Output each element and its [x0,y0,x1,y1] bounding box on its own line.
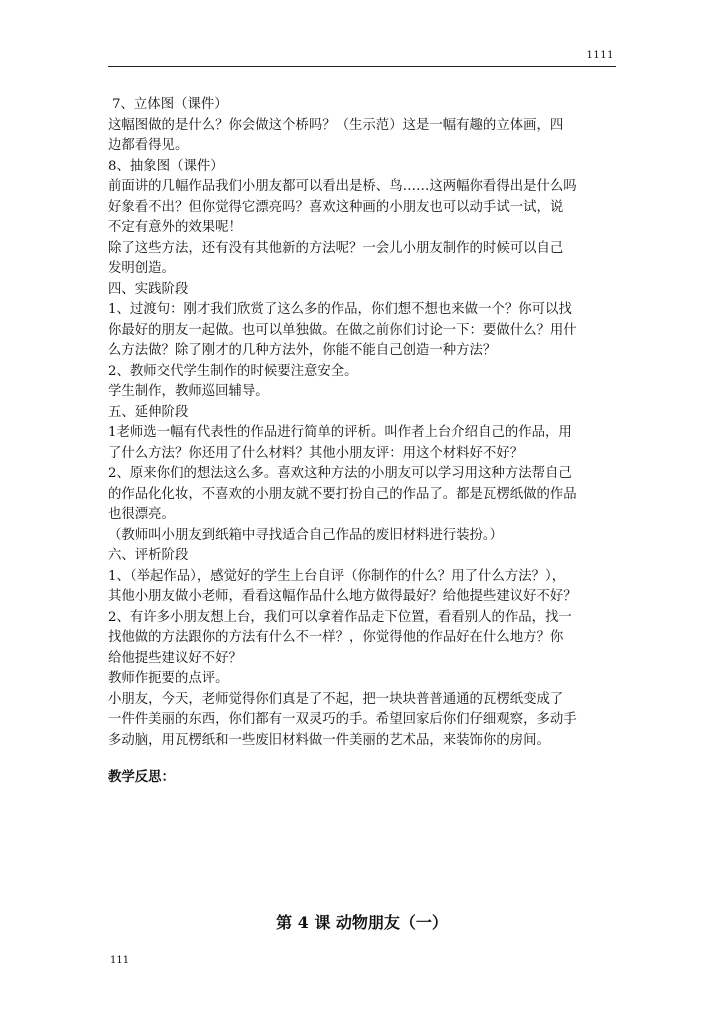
page-header-number: 1111 [586,50,614,61]
section-heading: 五、延伸阶段 [108,404,189,420]
text-line: 这幅图做的是什么？你会做这个桥吗？（生示范）这是一幅有趣的立体画，四 [108,117,564,133]
text-line: 么方法做？除了刚才的几种方法外，你能不能自己创造一种方法？ [108,343,497,358]
text-line: 发明创造。 [108,261,175,276]
text-line: 学生制作，教师巡回辅导。 [108,384,269,399]
text-line: 找他做的方法跟你的方法有什么不一样？，你觉得他的作品好在什么地方？你 [108,630,564,645]
lesson-title: 第 4 课 动物朋友（一） [276,913,448,932]
text-line: 多动脑，用瓦楞纸和一些废旧材料做一件美丽的艺术品，来装饰你的房间。 [108,732,550,748]
reflection-label: 教学反思： [108,769,175,785]
text-line: 1、过渡句：刚才我们欣赏了这么多的作品，你们想不想也来做一个？你可以找 [108,302,572,317]
text-line: 2、原来你们的想法这么多。喜欢这种方法的小朋友可以学习用这种方法帮自己 [108,466,572,481]
text-line: 其他小朋友做小老师，看看这幅作品什么地方做得最好？给他提些建议好不好？ [108,589,577,604]
section-heading: 四、实践阶段 [108,281,189,297]
text-line: 1、（举起作品），感觉好的学生上台自评（你制作的什么？用了什么方法？）， [108,568,566,584]
section-heading: 六、评析阶段 [108,548,189,563]
text-line: 好象看不出？但你觉得它漂亮吗？喜欢这种画的小朋友也可以动手试一试，说 [108,199,564,215]
footer-page-number: 111 [110,955,130,966]
text-line: 1老师选一幅有代表性的作品进行简单的评析。叫作者上台介绍自己的作品，用 [108,425,572,440]
text-line: 7、立体图（课件） [112,97,228,112]
text-line: 教师作扼要的点评。 [108,671,229,686]
header-rule [108,66,616,67]
text-line: 前面讲的几幅作品我们小朋友都可以看出是桥、鸟……这两幅你看得出是什么吗 [108,179,577,194]
text-line: 你最好的朋友一起做。也可以单独做。在做之前你们讨论一下：要做什么？用什 [108,322,577,338]
document-body [108,95,618,788]
text-line: 不定有意外的效果呢！ [108,220,242,235]
text-line: 了什么方法？你还用了什么材料？其他小朋友评：用这个材料好不好？ [108,445,524,461]
text-line: 除了这些方法，还有没有其他新的方法呢？一会儿小朋友制作的时候可以自己 [108,240,564,256]
text-line: 8、抽象图（课件） [108,158,224,174]
text-line: 一件件美丽的东西，你们都有一双灵巧的手。希望回家后你们仔细观察，多动手 [108,712,577,727]
text-line: 给他提些建议好不好？ [108,650,242,666]
text-line: （教师叫小朋友到纸箱中寻找适合自己作品的废旧材料进行装扮。） [108,527,504,543]
text-line: 2、有许多小朋友想上台，我们可以拿着作品走下位置，看看别人的作品，找一 [108,609,572,625]
text-line: 也很漂亮。 [108,507,175,522]
text-line: 2、教师交代学生制作的时候要注意安全。 [108,363,358,379]
text-line: 小朋友，今天，老师觉得你们真是了不起，把一块块普普通通的瓦楞纸变成了 [108,691,564,707]
text-line: 边都看得见。 [108,138,189,153]
text-line: 的作品化化妆，不喜欢的小朋友就不要打扮自己的作品了。都是瓦楞纸做的作品 [108,486,577,502]
